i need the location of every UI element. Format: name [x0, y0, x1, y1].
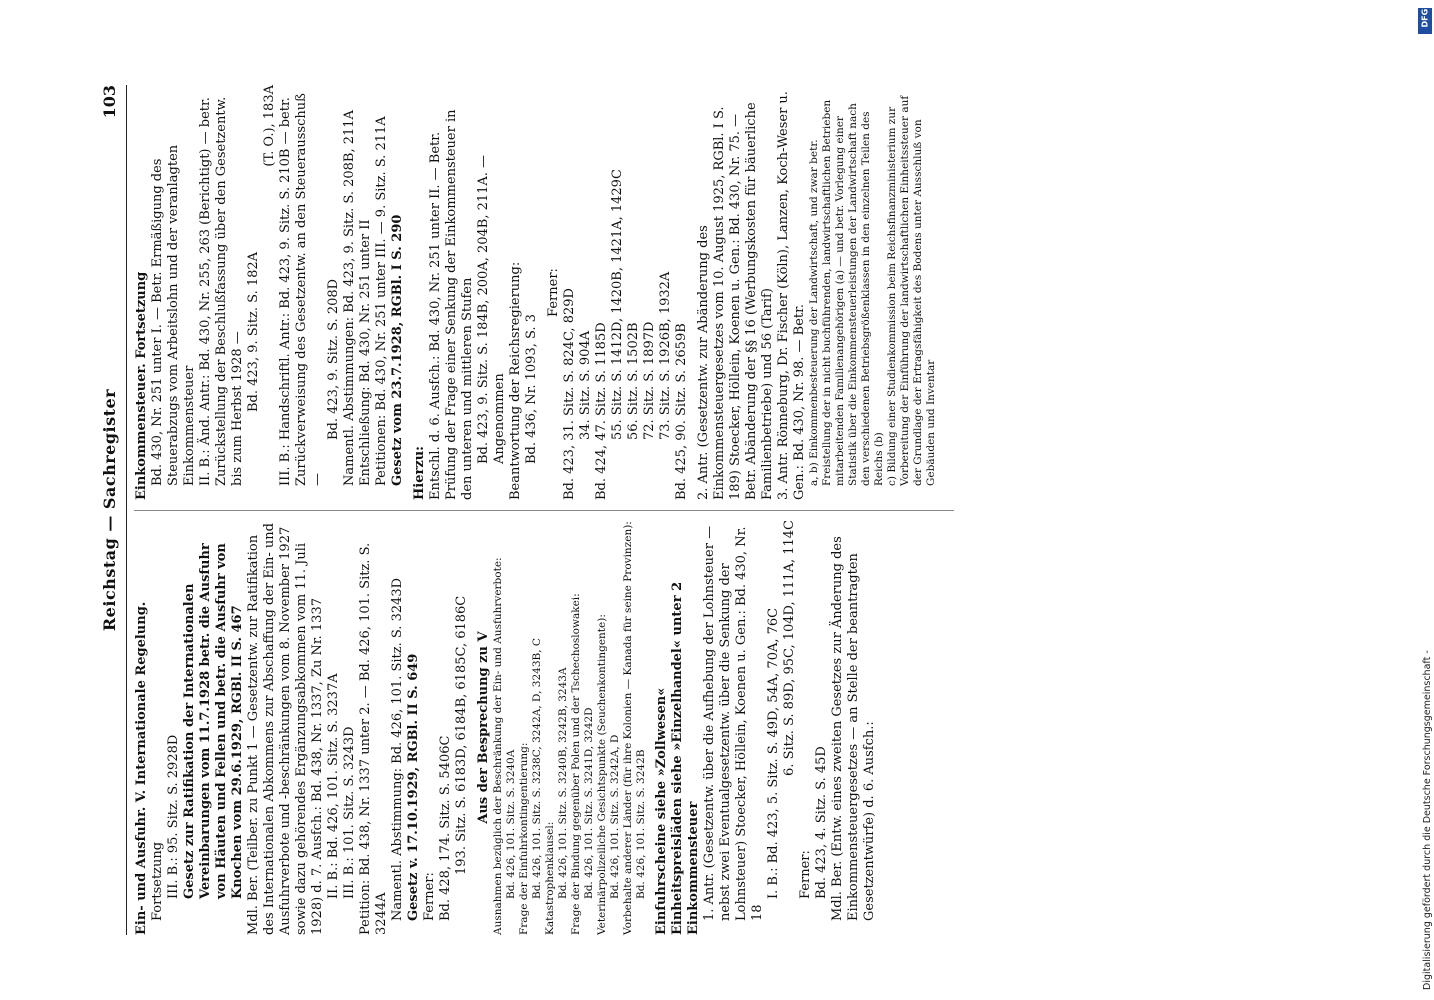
entry-line: a, b) Einkommenbesteuerung der Landwirtschaft, und zwar betr. Freistellung der in nicht buchführenden, landwirtschaftlichen Betrieben mitarbeitenden Familienangehörigen (a) — und betr. Vorlegung einer Statistik über die Einkommensteuerleistungen der Landwirtschaft nach den verschiedenen Betriebsgrößenklassen in den einzelnen Teilen des Reichs (b): [808, 99, 885, 486]
entry-line: Mdl. Ber. (Teilber. zu Punkt 1 — Gesetzentw. zur Ratifikation des Internationalen Abkommens zur Abschaffung der Ein- und Ausfuhrverbote und -beschränkungen vom 8. November 1927 sowie dazu gehörendes Ergänzungsabkommen vom 11. Juli 1928) d. 7. Ausfch.: Bd. 438, Nr. 1337, Zu Nr. 1337: [246, 523, 325, 935]
entry-line: Beantwortung der Reichsregierung:: [508, 261, 523, 500]
entry-line: 56. Sitz. S. 1502B: [626, 322, 641, 440]
entry-line: 1. Antr. (Gesetzentw. über die Aufhebung der Lohnsteuer — nebst zwei Eventualgesetzentw. über die Senkung der Lohnsteuer) Stoecker, Höllein, Koenen u. Gen.: Bd. 430, Nr. 18: [702, 525, 765, 921]
column-divider: [134, 510, 954, 511]
entry-line: Vorbehalte anderer Länder (für ihre Kolonien — Kanada für seine Provinzen):: [622, 521, 634, 935]
entry-line: (T. O.), 183A: [262, 85, 277, 167]
entry-line: Bd. 426, 101. Sitz. S. 3240B, 3242B, 3243A: [557, 667, 569, 899]
entry-line: Ferner:: [798, 850, 813, 899]
entry-line: Entschließung: Bd. 430, Nr. 251 unter II: [358, 219, 373, 486]
entry-line: Namentl. Abstimmung: Bd. 426, 101. Sitz. S. 3243D: [390, 577, 405, 921]
entry-line: 73. Sitz. S. 1926B, 1932A: [658, 271, 673, 440]
dfg-logo: DFG: [1418, 8, 1432, 34]
entry-line: Ferner:: [546, 268, 561, 317]
entry-line: Einkommensteuer. Fortsetzung: [134, 271, 149, 500]
page-number: 103: [100, 85, 119, 119]
left-column: [134, 520, 878, 935]
entry-line: Namentl. Abstimmungen: Bd. 423, 9. Sitz. S. 208B, 211A: [342, 110, 357, 486]
entry-line: 193. Sitz. S. 6183D, 6184B, 6185C, 6186C: [454, 595, 469, 875]
entry-line: III. B.: 95. Sitz. S. 2928D: [166, 734, 181, 899]
header-rule: [126, 85, 127, 935]
entry-line: Bd. 424, 47. Sitz. S. 1185D: [594, 322, 609, 500]
entry-line: Bd. 423, 31. Sitz. S. 824C, 829D: [562, 288, 577, 500]
entry-line: II. B.: Bd. 426, 101. Sitz. S. 3237A: [326, 673, 341, 899]
entry-line: I. B.: Bd. 423, 5. Sitz. S. 49D, 54A, 70A, 76C: [766, 607, 781, 899]
page-header: [100, 85, 128, 935]
entry-line: Ferner:: [422, 872, 437, 921]
entry-line: 6. Sitz. S. 89D, 95C, 104D, 111A, 114C: [782, 520, 797, 776]
entry-line: Frage der Einfuhrkontingentierung:: [518, 742, 530, 935]
entry-line: Petitionen: Bd. 430, Nr. 251 unter III. — 9. Sitz. S. 211A: [374, 116, 389, 486]
entry-line: Einfuhrscheine siehe »Zollwesen«: [654, 687, 669, 935]
entry-line: Bd. 423, 9. Sitz. S. 184B, 200A, 204B, 211A. — Angenommen: [476, 154, 507, 464]
page-title: Reichstag — Sachregister: [100, 388, 119, 632]
entry-line: Bd. 426, 101. Sitz. S. 3241D, 3242D: [583, 707, 595, 899]
entry-line: 55. Sitz. S. 1412D, 1420B, 1421A, 1429C: [610, 169, 625, 440]
entry-line: Ein- und Ausfuhr. V. Internationale Regelung.: [134, 601, 149, 935]
entry-line: Einkommensteuer: [686, 801, 701, 935]
entry-line: Bd. 426, 101. Sitz. S. 3242A, D: [609, 734, 621, 899]
entry-line: III. B.: Handschriftl. Antr.: Bd. 423, 9. Sitz. S. 210B — betr. Zurückverweisung des Gesetzentw. an den Steuerausschuß —: [278, 93, 325, 486]
entry-line: Gesetz zur Ratifikation der Internationalen Vereinbarungen vom 11.7.1928 betr. die Ausfuhr von Häuten und Fellen und betr. die Ausfuhr von Knochen vom 29.6.1929, RGBl. II S. 467: [182, 543, 245, 899]
entry-line: II. B.: Änd. Antr.: Bd. 430, Nr. 255, 263 (Berichtigt) — betr. Zurückstellung der Beschlußfassung über den Gesetzentw. bis zum Herbst 1928 —: [198, 96, 245, 486]
entry-line: 34. Sitz. S. 904A: [578, 330, 593, 440]
entry-line: Fortsetzung: [150, 841, 165, 921]
entry-line: Katastrophenklausel:: [544, 821, 556, 935]
entry-line: Bd. 426, 101. Sitz. S. 3238C, 3242A, D, 3243B, C: [531, 638, 543, 899]
entry-line: Hierzu:: [412, 446, 427, 500]
entry-line: Frage der Bindung gegenüber Polen und der Tschechoslowakei:: [570, 593, 582, 935]
entry-line: Mdl. Ber. (Entw. eines zweiten Gesetzes zur Änderung des Einkommensteuergesetzes — an Stelle der beantragten Gesetzentwürfe) d. 6. Ausfch.:: [830, 536, 877, 921]
entry-line: Bd. 430, Nr. 251 unter I. — Betr. Ermäßigung des Steuerabzugs vom Arbeitslohn und der veranlagten Einkommensteuer: [150, 144, 197, 486]
entry-line: Gesetz v. 17.10.1929, RGBl. II S. 649: [406, 653, 421, 921]
rotated-page: [100, 85, 1100, 935]
right-column: [134, 85, 938, 500]
entry-line: Bd. 423, 9. Sitz. S. 182A: [246, 251, 261, 412]
entry-line: Veterinärpolizeiliche Gesichtspunkte (Seuchenkontingente):: [596, 614, 608, 935]
entry-line: Bd. 423, 4. Sitz. S. 45D: [814, 746, 829, 899]
entry-line: Bd. 425, 90. Sitz. S. 2659B: [674, 323, 689, 500]
entry-line: Gesetz vom 23.7.1928, RGBl. I S. 290: [390, 214, 405, 486]
entry-line: 2. Antr. (Gesetzentw. zur Abänderung des Einkommensteuergesetzes vom 10. August 1925, RGBl. I S. 189) Stoecker, Höllein, Koenen u. Gen.: Bd. 430, Nr. 75. — Betr. Abänderung der §§ 16 (Werbungskosten für bäuerliche Familienbetriebe) und 56 (Tarif): [696, 102, 775, 500]
entry-line: Bd. 436, Nr. 1093, S. 3: [524, 314, 539, 464]
entry-line: Entschl. d. 6. Ausfch.: Bd. 430, Nr. 251 unter II. — Betr. Prüfung der Frage einer Senkung der Einkommensteuer in den unteren und mittleren Stufen: [428, 109, 475, 500]
entry-line: Aus der Besprechung zu V: [476, 631, 491, 824]
entry-line: III. B.: 101. Sitz. S. 3243D: [342, 726, 357, 899]
entry-line: Einheitspreisläden siehe »Einzelhandel« unter 2: [670, 581, 685, 935]
entry-line: Bd. 426, 101. Sitz. S. 3240A: [505, 749, 517, 899]
entry-line: Bd. 423, 9. Sitz. S. 208D: [326, 278, 341, 440]
entry-line: Ausnahmen bezüglich der Beschränkung der Ein- und Ausfuhrverbote:: [492, 557, 504, 935]
entry-line: 3. Antr. Rönneburg, Dr. Fischer (Köln), Lanzen, Koch-Weser u. Gen.: Bd. 430, Nr. 98. — Betr.: [776, 91, 807, 500]
entry-line: Bd. 426, 101. Sitz. S. 3242B: [635, 749, 647, 899]
entry-line: 72. Sitz. S. 1897D: [642, 321, 657, 440]
entry-line: Bd. 428, 174. Sitz. S. 5406C: [438, 735, 453, 921]
entry-line: c) Bildung einer Studienkommission beim Reichsfinanzministerium zur Vorbereitung der Einführung der landwirtschaftlichen Einheitssteuer auf der Grundlage der Ertragsfähigkeit des Bodens unter Ausschluß von Gebäuden und Inventar: [886, 95, 937, 486]
entry-line: Petition: Bd. 438, Nr. 1337 unter 2. — Bd. 426, 101. Sitz. S. 3244A: [358, 542, 389, 935]
funding-note: Digitalisierung gefördert durch die Deutsche Forschungsgemeinschaft -: [1422, 650, 1433, 990]
